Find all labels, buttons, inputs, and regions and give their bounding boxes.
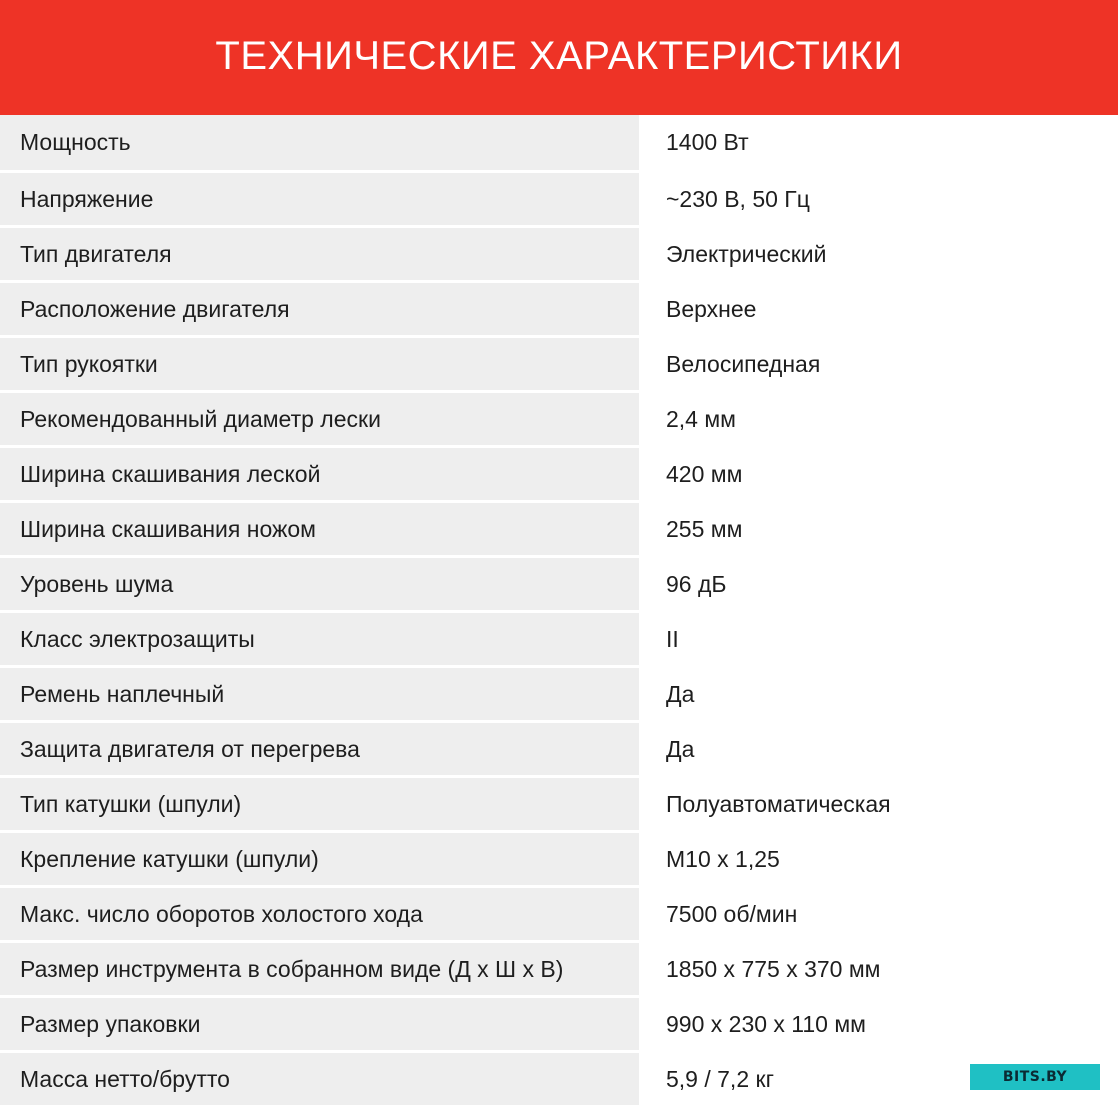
spec-value: 990 х 230 х 110 мм bbox=[642, 998, 1118, 1050]
spec-label: Крепление катушки (шпули) bbox=[0, 833, 639, 885]
spec-label: Напряжение bbox=[0, 173, 639, 225]
table-row bbox=[0, 885, 1118, 940]
spec-label: Масса нетто/брутто bbox=[0, 1053, 639, 1105]
spec-value: 7500 об/мин bbox=[642, 888, 1118, 940]
header-banner bbox=[0, 0, 1118, 115]
spec-value: 420 мм bbox=[642, 448, 1118, 500]
table-row bbox=[0, 610, 1118, 665]
table-row bbox=[0, 225, 1118, 280]
spec-value: Электрический bbox=[642, 228, 1118, 280]
spec-label: Рекомендованный диаметр лески bbox=[0, 393, 639, 445]
spec-table bbox=[0, 115, 1118, 1105]
spec-label: Расположение двигателя bbox=[0, 283, 639, 335]
table-row bbox=[0, 170, 1118, 225]
spec-label: Тип двигателя bbox=[0, 228, 639, 280]
table-row bbox=[0, 830, 1118, 885]
table-row bbox=[0, 500, 1118, 555]
spec-label: Ширина скашивания ножом bbox=[0, 503, 639, 555]
spec-value: Верхнее bbox=[642, 283, 1118, 335]
spec-value: 1400 Вт bbox=[642, 115, 1118, 170]
table-row bbox=[0, 995, 1118, 1050]
spec-label: Защита двигателя от перегрева bbox=[0, 723, 639, 775]
spec-label: Тип катушки (шпули) bbox=[0, 778, 639, 830]
table-row bbox=[0, 940, 1118, 995]
spec-value: М10 х 1,25 bbox=[642, 833, 1118, 885]
spec-label: Ширина скашивания леской bbox=[0, 448, 639, 500]
spec-value: 255 мм bbox=[642, 503, 1118, 555]
table-row bbox=[0, 280, 1118, 335]
table-row bbox=[0, 445, 1118, 500]
table-row bbox=[0, 390, 1118, 445]
spec-value: II bbox=[642, 613, 1118, 665]
spec-value: 5,9 / 7,2 кг bbox=[642, 1053, 1118, 1105]
spec-label: Ремень наплечный bbox=[0, 668, 639, 720]
spec-label: Макс. число оборотов холостого хода bbox=[0, 888, 639, 940]
spec-value: 2,4 мм bbox=[642, 393, 1118, 445]
table-row bbox=[0, 720, 1118, 775]
spec-value: Да bbox=[642, 723, 1118, 775]
watermark-logo: BITS.BY bbox=[970, 1064, 1100, 1090]
spec-label: Уровень шума bbox=[0, 558, 639, 610]
spec-value: Полуавтоматическая bbox=[642, 778, 1118, 830]
spec-value: 96 дБ bbox=[642, 558, 1118, 610]
table-row bbox=[0, 665, 1118, 720]
table-row bbox=[0, 1050, 1118, 1105]
spec-label: Размер упаковки bbox=[0, 998, 639, 1050]
spec-label: Размер инструмента в собранном виде (Д х Ш х В) bbox=[0, 943, 639, 995]
page-title: ТЕХНИЧЕСКИЕ ХАРАКТЕРИСТИКИ bbox=[215, 34, 903, 78]
table-row bbox=[0, 775, 1118, 830]
table-row bbox=[0, 555, 1118, 610]
table-row bbox=[0, 335, 1118, 390]
spec-label: Мощность bbox=[0, 115, 639, 170]
spec-value: 1850 х 775 х 370 мм bbox=[642, 943, 1118, 995]
spec-value: ~230 В, 50 Гц bbox=[642, 173, 1118, 225]
spec-value: Велосипедная bbox=[642, 338, 1118, 390]
spec-value: Да bbox=[642, 668, 1118, 720]
spec-label: Класс электрозащиты bbox=[0, 613, 639, 665]
spec-label: Тип рукоятки bbox=[0, 338, 639, 390]
table-row bbox=[0, 115, 1118, 170]
